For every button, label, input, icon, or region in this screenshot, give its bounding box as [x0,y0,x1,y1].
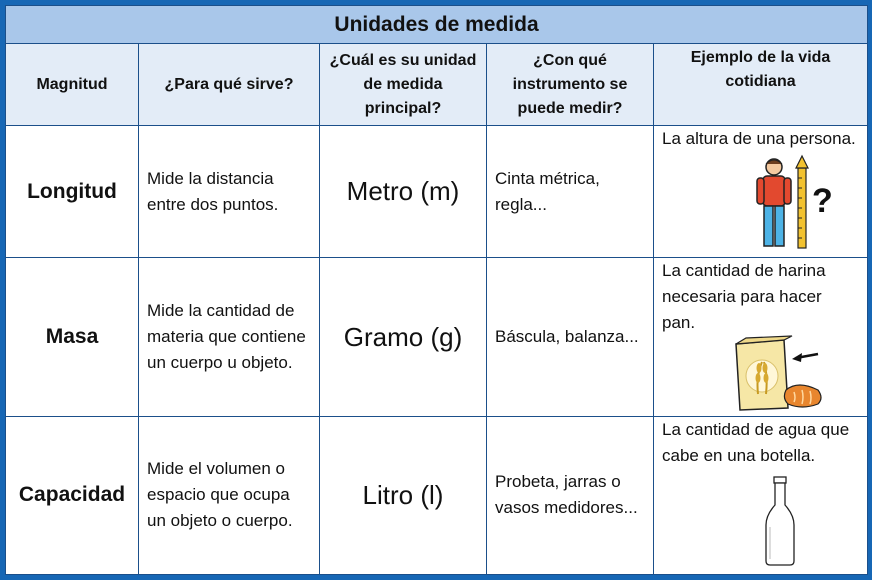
example-text: La cantidad de agua que cabe en una botella. [662,419,850,465]
bottle-icon [760,475,800,567]
magnitud-cell: Masa [6,258,139,416]
example-text: La altura de una persona. [662,129,856,149]
header-para-que: ¿Para qué sirve? [139,44,320,126]
person-height-icon [752,154,842,254]
instrument-cell: Cinta métrica, regla... [487,126,654,258]
header-row [6,44,868,126]
measurement-table-frame [5,5,867,575]
header-unidad: ¿Cuál es su unidad de medida principal? [320,44,487,126]
instrument-cell: Báscula, balanza... [487,258,654,416]
header-magnitud: Magnitud [6,44,139,126]
header-instrumento: ¿Con qué instrumento se puede medir? [487,44,654,126]
magnitud-cell: Capacidad [6,416,139,574]
example-cell [654,416,868,574]
example-text: La cantidad de harina necesaria para hacer pan. [662,261,826,333]
description-cell: Mide la distancia entre dos puntos. [139,126,320,258]
header-ejemplo: Ejemplo de la vida cotidiana [654,44,868,126]
table-row [6,126,868,258]
unit-cell: Litro (l) [320,416,487,574]
description-cell: Mide la cantidad de materia que contiene un cuerpo u objeto. [139,258,320,416]
unit-cell: Gramo (g) [320,258,487,416]
instrument-cell: Probeta, jarras o vasos medidores... [487,416,654,574]
example-cell [654,126,868,258]
table-row [6,416,868,574]
description-cell: Mide el volumen o espacio que ocupa un objeto o cuerpo. [139,416,320,574]
table-title: Unidades de medida [6,6,868,44]
question-mark: ? [812,182,833,221]
unit-cell: Metro (m) [320,126,487,258]
measurement-table [5,5,868,575]
example-cell [654,258,868,416]
magnitud-cell: Longitud [6,126,139,258]
table-row [6,258,868,416]
title-row [6,6,868,44]
flour-bread-icon [732,334,832,414]
